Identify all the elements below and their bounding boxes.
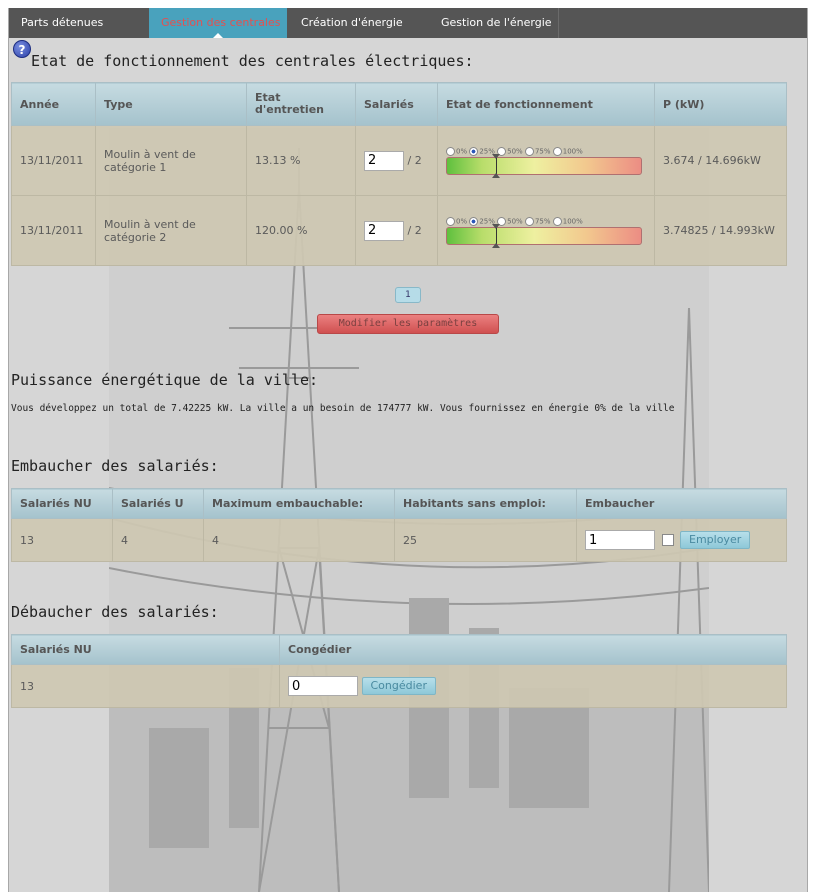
level-radio-group: [446, 147, 646, 156]
employees-input[interactable]: [364, 221, 404, 241]
radio-25[interactable]: [469, 217, 478, 226]
help-icon[interactable]: ?: [13, 40, 31, 58]
fire-button[interactable]: Congédier: [362, 677, 436, 695]
row-type-line2: catégorie 2: [104, 230, 167, 244]
hire-action-cell: [577, 519, 787, 562]
col-etat-entretien: [247, 83, 356, 126]
tab-parts-detenues[interactable]: Parts détenues: [21, 16, 104, 29]
power-section-title: Puissance énergétique de la ville:: [11, 371, 319, 389]
table-row: [12, 665, 787, 708]
col-embaucher: Embaucher: [577, 489, 787, 519]
row-type: [96, 126, 247, 196]
fire-quantity-input[interactable]: [288, 676, 358, 696]
table-row: [12, 519, 787, 562]
col-salaries: Salariés: [356, 83, 438, 126]
operating-level-gauge[interactable]: [446, 157, 642, 175]
plants-section-title: Etat de fonctionnement des centrales électriques:: [31, 52, 474, 70]
col-max-embauchable: Maximum embauchable:: [204, 489, 395, 519]
gauge-marker-bottom[interactable]: [492, 173, 500, 178]
row-type-line1: Moulin à vent de: [104, 147, 196, 161]
employees-input[interactable]: [364, 151, 404, 171]
tab-gestion-energie[interactable]: Gestion de l'énergie: [441, 16, 552, 29]
fire-action-cell: [280, 665, 787, 708]
gauge-marker-bottom[interactable]: [492, 243, 500, 248]
radio-label: 100%: [562, 217, 583, 225]
hire-checkbox[interactable]: [662, 534, 674, 546]
radio-25[interactable]: [469, 147, 478, 156]
page-frame: [8, 8, 808, 892]
radio-label: 75%: [534, 217, 551, 225]
row-operating-level: [438, 196, 655, 266]
tab-gestion-centrales[interactable]: [149, 8, 287, 38]
modify-parameters-button[interactable]: Modifier les paramètres: [317, 314, 499, 334]
row-year: 13/11/2011: [12, 126, 96, 196]
hire-u: 4: [113, 519, 204, 562]
hire-quantity-input[interactable]: [585, 530, 655, 550]
row-type-line2: catégorie 1: [104, 160, 167, 174]
col-etat-fonctionnement: Etat de fonctionnement: [438, 83, 655, 126]
row-power: 3.74825 / 14.993kW: [655, 196, 787, 266]
col-etat-line1: Etat: [255, 91, 281, 104]
tab-gestion-centrales-label: Gestion des centrales: [161, 16, 281, 29]
row-year: 13/11/2011: [12, 196, 96, 266]
level-radio-group: [446, 217, 646, 226]
row-employees: [356, 196, 438, 266]
hire-unemployed: 25: [395, 519, 577, 562]
radio-75[interactable]: [525, 217, 534, 226]
fire-section-title: Débaucher des salariés:: [11, 603, 219, 621]
row-operating-level: [438, 126, 655, 196]
top-navbar: [9, 8, 808, 38]
col-type: Type: [96, 83, 247, 126]
active-tab-indicator: [213, 33, 223, 38]
col-salaries-nu: Salariés NU: [12, 489, 113, 519]
employ-button[interactable]: Employer: [680, 531, 750, 549]
row-power: 3.674 / 14.696kW: [655, 126, 787, 196]
radio-0[interactable]: [446, 147, 455, 156]
radio-label: 75%: [534, 147, 551, 155]
radio-100[interactable]: [553, 217, 562, 226]
radio-label: 0%: [456, 147, 468, 155]
plants-table-header: [12, 83, 787, 126]
employees-max: / 2: [407, 153, 422, 167]
col-salaries-u: Salariés U: [113, 489, 204, 519]
col-salaries-nu: Salariés NU: [12, 635, 280, 665]
employees-max: / 2: [407, 223, 422, 237]
radio-label: 0%: [456, 217, 468, 225]
row-type: [96, 196, 247, 266]
power-summary-text: Vous développez un total de 7.42225 kW. La ville a un besoin de 174777 kW. Vous fournissez en énergie 0% de la ville: [11, 403, 675, 414]
col-etat-line2: d'entretien: [255, 103, 324, 116]
col-habitants-sans-emploi: Habitants sans emploi:: [395, 489, 577, 519]
radio-label: 50%: [507, 147, 523, 155]
radio-label: 25%: [479, 147, 495, 155]
nav-divider: [558, 8, 559, 38]
row-maintenance: 120.00 %: [247, 196, 356, 266]
plants-table: [11, 82, 787, 266]
radio-0[interactable]: [446, 217, 455, 226]
col-annee: Année: [12, 83, 96, 126]
col-congedier: Congédier: [280, 635, 787, 665]
col-puissance: P (kW): [655, 83, 787, 126]
row-type-line1: Moulin à vent de: [104, 217, 196, 231]
hire-nu: 13: [12, 519, 113, 562]
hire-max: 4: [204, 519, 395, 562]
table-row: [12, 126, 787, 196]
fire-table-header: [12, 635, 787, 665]
pagination-page-1[interactable]: 1: [395, 287, 421, 303]
tab-creation-energie[interactable]: Création d'énergie: [301, 16, 403, 29]
radio-label: 100%: [562, 147, 583, 155]
row-maintenance: 13.13 %: [247, 126, 356, 196]
radio-label: 25%: [479, 217, 495, 225]
radio-label: 50%: [507, 217, 523, 225]
radio-100[interactable]: [553, 147, 562, 156]
hire-table-header: [12, 489, 787, 519]
fire-table: [11, 634, 787, 708]
row-employees: [356, 126, 438, 196]
fire-nu: 13: [12, 665, 280, 708]
hire-section-title: Embaucher des salariés:: [11, 457, 219, 475]
radio-75[interactable]: [525, 147, 534, 156]
hire-table: [11, 488, 787, 562]
operating-level-gauge[interactable]: [446, 227, 642, 245]
table-row: [12, 196, 787, 266]
